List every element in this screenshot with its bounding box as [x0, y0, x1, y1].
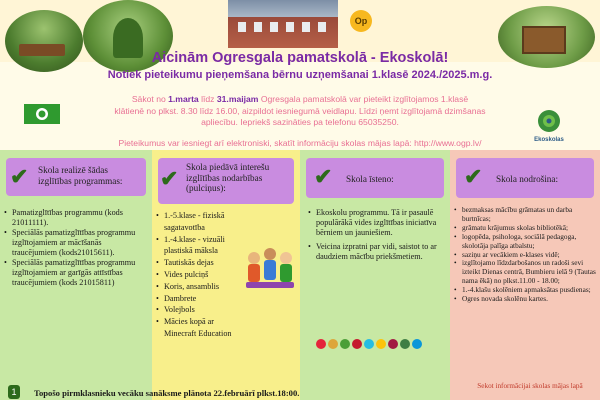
children-group-icon [244, 244, 296, 290]
list-item: • Vides pulciņš [156, 269, 246, 281]
list-item: • grāmatu krājumus skolas bibliotēkā; [454, 224, 596, 233]
list-item: • Veicina izpratni par vidi, saistot to ar daudziem mācību priekšmetiem. [308, 242, 444, 262]
program-list [4, 208, 148, 288]
list-item: • Tautiskās dejas [156, 257, 246, 269]
activities-list [156, 210, 246, 340]
column-header: Skola realizē šādas izglītības programmas: [38, 165, 123, 186]
column-header: Skola īsteno: [346, 174, 394, 184]
list-item: • Dambrete [156, 293, 246, 305]
eco-list [308, 208, 444, 262]
follow-website-note: Sekot informācijai skolas mājas lapā [477, 382, 583, 390]
list-item: • bezmaksas mācību grāmatas un darba burtnīcas; [454, 206, 596, 224]
list-item: • 1.-5.klase - fiziskā sagatavotība [156, 210, 246, 234]
ekoskolas-logo-icon [534, 108, 564, 134]
column-programs [0, 150, 152, 400]
school-logo-sun: Op [350, 10, 372, 32]
page-subtitle: Notiek pieteikumu pieņemšana bērnu uzņemšanai 1.klasē 2024./2025.m.g. [107, 69, 493, 81]
column-eco [300, 150, 450, 400]
number-badge-icon: 1 [8, 385, 20, 399]
provides-list [454, 206, 596, 304]
list-item: • izglītojamo līdzdarbošanos un radoši sevi izteikt Dienas centrā, Bumbieru ielā 9 (Tautas nama ēkā) no plkst.11.00 - 18.00; [454, 259, 596, 286]
parent-meeting-notice: Topošo pirmklasnieku vecāku sanāksme plānota 22.februārī plkst.18:00. [34, 388, 300, 398]
page-title: Aicinām Ogresgala pamatskolā - Ekoskolā! [151, 50, 449, 66]
checkmark-icon: ✔ [464, 164, 483, 189]
intro-online-link[interactable]: Pieteikumus var iesniegt arī elektroniski, skatīt informāciju skolas mājas lapā: http://www.ogp.lv/ [118, 138, 482, 148]
list-item: • saziņu ar vecākiem e-klases vidē; [454, 251, 596, 260]
list-item: • Mācies kopā ar Minecraft Education [156, 316, 246, 340]
list-item: • 1.-4.klase - vizuāli plastiskā māksla [156, 234, 246, 258]
list-item: • logopēda, psihologa, sociālā pedagoga, skolotāja palīga atbalstu; [454, 233, 596, 251]
eco-flag-icon [24, 104, 60, 124]
checkmark-icon: ✔ [314, 164, 333, 189]
list-item: • Speciālās pamatizglītības programmu izglītojamiem ar mācīšanās traucējumiem (kods21015611). [4, 228, 148, 258]
list-item: • Speciālās pamatizglītības programmu izglītojamiem ar garīgās attīstības traucējumiem (kods 21015811) [4, 258, 148, 288]
list-item: • Pamatizglītības programmu (kods 21011111). [4, 208, 148, 228]
eco-goal-icons [316, 336, 436, 348]
column-provides [450, 150, 600, 400]
column-header: Skola nodrošina: [496, 174, 559, 184]
list-item: • Ogres novada skolēnu kartes. [454, 295, 596, 304]
list-item: • 1.-4.klašu skolēniem apmaksātas pusdienas; [454, 286, 596, 295]
ekoskolas-label: Ekoskolas [534, 137, 564, 143]
column-activities [152, 150, 300, 400]
checkmark-icon: ✔ [160, 166, 179, 191]
list-item: • Koris, ansamblis [156, 281, 246, 293]
intro-text: Sākot no 1.marta līdz 31.maijam Ogresgala pamatskolā var pieteikt izglītojamos 1.klasē klātienē no plkst. 8.30 līdz 16.00, aizpildot iesniegumā veidlapu. Līdzi ņemt izglītojamā dzimšanas apliecību. Iepriekš sazināties pa telefonu 65035250. [114, 94, 486, 127]
column-header: Skola piedāvā interešu izglītības nodarbības (pulciņus): [186, 162, 270, 193]
checkmark-icon: ✔ [10, 164, 29, 189]
photo-school-building [228, 0, 338, 48]
list-item: • Ekoskolu programmu. Tā ir pasaulē populārākā vides izglītības iniciatīva bērniem un jauniešiem. [308, 208, 444, 238]
list-item: • Volejbols [156, 304, 246, 316]
